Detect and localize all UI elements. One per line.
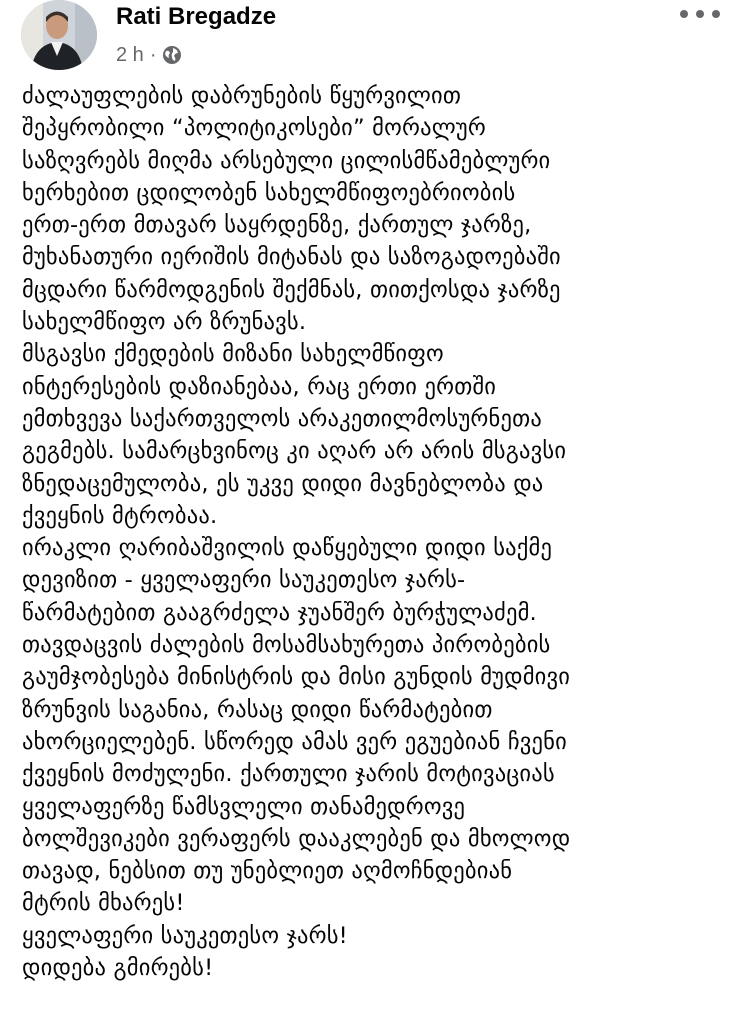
post-text-line: ახორციელებენ. სწორედ ამას ვერ ეგუებიან ჩვენი bbox=[22, 728, 567, 755]
post-text-line: ზნედაცემულობა, ეს უკვე დიდი მავნებლობა და bbox=[22, 470, 544, 497]
post-text-line: ზრუნვის საგანია, რასაც დიდი წარმატებით bbox=[22, 696, 493, 723]
author-name[interactable]: Rati Bregadze bbox=[116, 3, 277, 30]
post-text-line: თავდაცვის ძალების მოსამსახურეთა პირობების bbox=[22, 632, 551, 659]
more-horizontal-icon[interactable] bbox=[680, 4, 720, 24]
post-text-line: ყველაფერზე წამსვლელი თანამედროვე bbox=[22, 793, 466, 820]
post-header bbox=[0, 0, 742, 80]
post-text-line: შეპყრობილი “პოლიტიკოსები” მორალურ bbox=[22, 115, 486, 142]
post-text-line: ქვეყნის მტრობაა. bbox=[22, 502, 218, 529]
post-text-line: მტრის მხარეს! bbox=[22, 890, 185, 917]
post-time[interactable]: 2 h bbox=[116, 43, 144, 66]
post-text-line: წარმატებით გააგრძელა ჯუანშერ ბურჭულაძემ. bbox=[22, 599, 537, 626]
meta-separator: · bbox=[149, 43, 157, 66]
post-text-line: მცდარი წარმოდგენის შექმნას, თითქოსდა ჯარზე bbox=[22, 276, 561, 303]
post-text-line: ინტერესების დაზიანებაა, რაც ერთი ერთში bbox=[22, 373, 497, 400]
post-text-line: ირაკლი ღარიბაშვილის დაწყებული დიდი საქმე bbox=[22, 535, 553, 562]
post-text-line: ბოლშევიკები ვერაფერს დააკლებენ და მხოლოდ bbox=[22, 825, 571, 852]
post-text-line: ხერხებით ცდილობენ სახელმწიფოებრიობის bbox=[22, 179, 516, 206]
post-text-line: ერთ-ერთ მთავარ საყრდენზე, ქართულ ჯარზე, bbox=[22, 212, 532, 239]
post-text-line: ძალაუფლების დაბრუნების წყურვილით bbox=[22, 83, 462, 109]
post-text-line: სახელმწიფო არ ზრუნავს. bbox=[22, 309, 307, 336]
post-text-line: დევიზით - ყველაფერი საუკეთესო ჯარს- bbox=[22, 567, 466, 594]
post-text-line: გეგმებს. სამარცხვინოც კი აღარ არ არის მსგავსი bbox=[22, 438, 567, 465]
more-dot bbox=[712, 10, 720, 18]
post-text bbox=[22, 80, 732, 984]
post-text-line: ქვეყნის მოძულენი. ქართული ჯარის მოტივაციას bbox=[22, 761, 555, 788]
avatar[interactable] bbox=[21, 0, 97, 70]
globe-icon[interactable] bbox=[162, 45, 182, 65]
post-text-line: ემთხვევა საქართველოს არაკეთილმოსურნეთა bbox=[22, 405, 542, 432]
post-text-line: დიდება გმირებს! bbox=[22, 955, 214, 982]
post-text-line: გაუმჯობესება მინისტრის და მისი გუნდის მუდმივი bbox=[22, 664, 571, 691]
post-text-line: მუხანათური იერიშის მიტანას და საზოგადოებაში bbox=[22, 244, 561, 271]
avatar-photo bbox=[21, 0, 97, 70]
post-text-line: თავად, ნებსით თუ უნებლიეთ აღმოჩნდებიან bbox=[22, 858, 513, 885]
post-text-line: ყველაფერი საუკეთესო ჯარს! bbox=[22, 922, 348, 949]
post-text-line: საზღვრებს მიღმა არსებული ცილისმწამებლური bbox=[22, 147, 551, 174]
more-dot bbox=[680, 10, 688, 18]
more-dot bbox=[696, 10, 704, 18]
post-text-line: მსგავსი ქმედების მიზანი სახელმწიფო bbox=[22, 341, 444, 368]
post-meta bbox=[116, 42, 182, 68]
